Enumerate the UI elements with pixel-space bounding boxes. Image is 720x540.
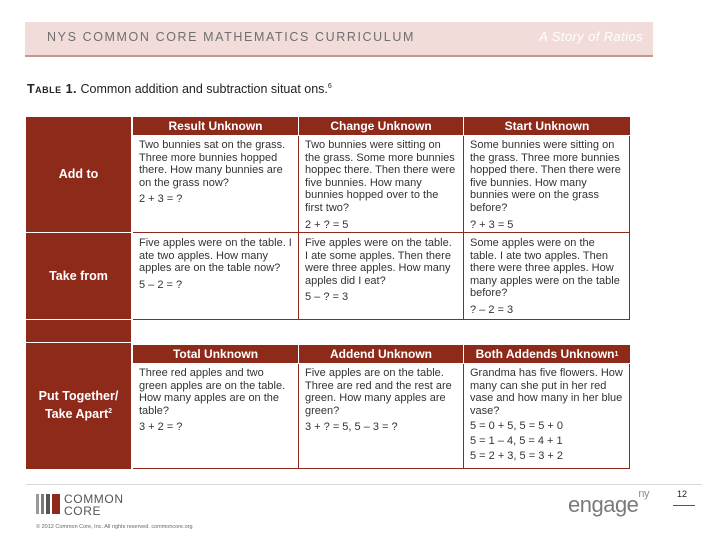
col-header-both-addends-text: Both Addends Unknown <box>475 347 615 361</box>
cell-equation: 5 = 2 + 3, 5 = 3 + 2 <box>470 450 563 463</box>
cell-text: Some bunnies were sitting on the grass. Three more bunnies hopped there. Then there were five bunnies. How many bunnies were on the grass before? <box>470 139 621 214</box>
brand-text: engage <box>568 492 639 517</box>
cell-text: Three red apples and two green apples are on the table. How many apples are on the table? <box>139 367 286 417</box>
cell-text: Five apples are on the table. Three are red and the rest are green. How many apples are green? <box>305 367 452 417</box>
row-label-add-to-text: Add to <box>58 167 99 181</box>
cell-put-together-addend <box>299 364 463 469</box>
col-header-total-unknown: Total Unknown <box>133 345 298 363</box>
header-bar <box>25 22 653 57</box>
cell-equation: ? + 3 = 5 <box>470 218 514 231</box>
row-label-put-together <box>26 343 131 469</box>
cell-text: Two bunnies were sitting on the grass. Some more bunnies hoppec there. Then there were five bunnies. How many bunnies hopped over to the first two? <box>305 139 456 214</box>
col-header-result-unknown: Result Unknown <box>133 117 298 135</box>
grid-line <box>463 136 464 320</box>
grid-line <box>298 364 299 469</box>
cell-add-to-change <box>299 136 463 233</box>
cell-equation: 3 + ? = 5, 5 – 3 = ? <box>305 421 398 434</box>
row-label-take-from-text: Take from <box>49 268 108 283</box>
cell-add-to-result <box>133 136 298 233</box>
cell-take-from-result <box>133 234 298 320</box>
row-label-put-together-line1: Put Together/ <box>38 389 119 404</box>
row-label-put-together-line2: Take Apart <box>44 407 109 422</box>
col-header-change-unknown: Change Unknown <box>299 117 463 135</box>
logo-line1: COMMON <box>64 492 124 506</box>
col-header-both-addends-sup: 1 <box>614 350 619 358</box>
cell-equation: 2 + 3 = ? <box>139 193 183 206</box>
cell-add-to-start <box>464 136 630 233</box>
common-core-logo-icon <box>36 494 60 514</box>
cell-put-together-total <box>133 364 298 469</box>
logo-line2: CORE <box>64 504 102 518</box>
curriculum-title: NYS COMMON CORE MATHEMATICS CURRICULUM <box>47 30 415 44</box>
caption-label: Table 1. <box>27 82 78 96</box>
col-header-start-unknown: Start Unknown <box>464 117 630 135</box>
row-label-put-together-sup: 2 <box>108 408 113 416</box>
table-caption <box>27 82 332 96</box>
cell-text: Some apples were on the table. I ate two apples. Then there were three apples. How many apples were on the table before? <box>470 237 620 300</box>
row-label-add-to <box>26 117 131 232</box>
page-number: 12 <box>677 489 688 499</box>
module-title: A Story of Ratios <box>539 29 643 44</box>
cell-put-together-both <box>464 364 630 469</box>
cell-equation: 5 – 2 = ? <box>139 278 183 291</box>
caption-footnote: 6 <box>327 82 332 90</box>
common-core-logo-text <box>64 493 124 517</box>
footer-divider <box>26 484 702 485</box>
col-header-both-addends-unknown <box>464 345 630 363</box>
cell-text: Grandma has five flowers. How many can she put in her red vase and how many in her blue vase? <box>470 367 623 417</box>
cell-equation: 5 = 0 + 5, 5 = 5 + 0 <box>470 420 563 433</box>
cell-text: Five apples were on the table. I ate some apples. Then there were three apples. How many apples did I eat? <box>305 237 452 287</box>
brand-sup: ny <box>638 488 650 500</box>
row-label-take-from <box>26 233 131 319</box>
cell-text: Five apples were on the table. I ate two apples. How many apples are on the table now? <box>139 237 292 275</box>
grid-line <box>298 136 299 320</box>
copyright-text: © 2012 Common Core, Inc. All rights reserved. commoncore.org <box>36 524 193 530</box>
page-number-underline <box>673 505 695 506</box>
grid-line <box>463 364 464 469</box>
row-label-spacer <box>26 320 131 342</box>
cell-take-from-change <box>299 234 463 320</box>
cell-equation: 2 + ? = 5 <box>305 218 349 231</box>
grid-line <box>629 364 630 469</box>
caption-text: Common addition and subtraction situat ons. <box>80 82 328 96</box>
cell-equation: ? – 2 = 3 <box>470 303 514 316</box>
cell-take-from-start <box>464 234 630 320</box>
grid-line <box>629 136 630 320</box>
col-header-addend-unknown: Addend Unknown <box>299 345 463 363</box>
engageny-logo <box>568 488 650 518</box>
cell-equation-list <box>470 419 624 464</box>
cell-equation: 5 = 1 – 4, 5 = 4 + 1 <box>470 435 563 448</box>
row-label-put-together-line2-wrap <box>45 404 112 422</box>
situations-table <box>26 117 630 469</box>
cell-equation: 3 + 2 = ? <box>139 421 183 434</box>
cell-text: Two bunnies sat on the grass. Three more bunnies hopped there. How many bunnies are on the grass now? <box>139 139 286 189</box>
cell-equation: 5 – ? = 3 <box>305 291 349 304</box>
